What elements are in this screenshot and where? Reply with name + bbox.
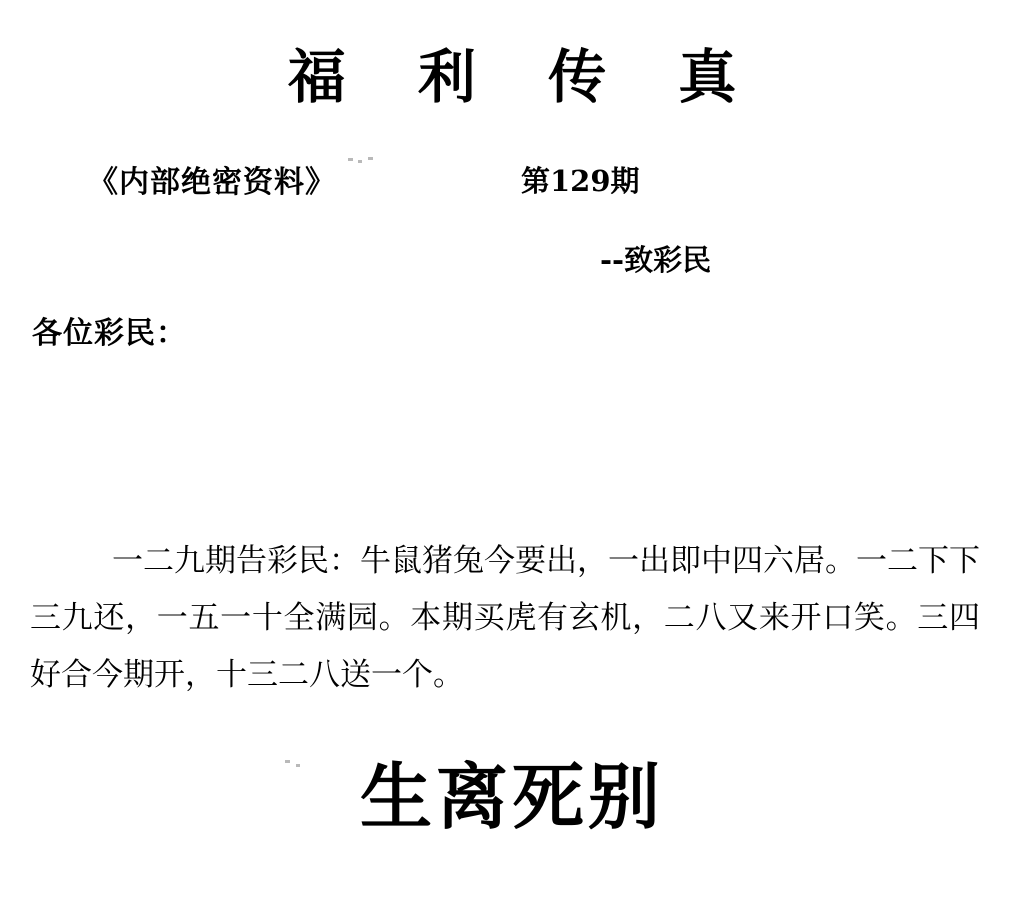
- page-title: 福 利 传 真: [287, 43, 763, 111]
- footer-phrase: 生离死别: [359, 755, 664, 839]
- subtitle-row: [0, 157, 1024, 201]
- salutation-line: 各位彩民：: [32, 316, 187, 351]
- issue-number-label: 第129期: [521, 164, 640, 198]
- scan-speckle: [358, 160, 362, 163]
- scan-speckle: [368, 157, 373, 160]
- body-paragraph: 一二九期告彩民：牛鼠猪兔今要出，一出即中四六居。一二下下三九还，一五一十全满园。本期买虎有玄机，二八又来开口笑。三四好合今期开，十三二八送一个。: [30, 543, 980, 693]
- scan-speckle: [348, 158, 353, 161]
- secret-material-label: 《内部绝密资料》: [88, 165, 336, 200]
- dedication-line: --致彩民: [600, 243, 712, 277]
